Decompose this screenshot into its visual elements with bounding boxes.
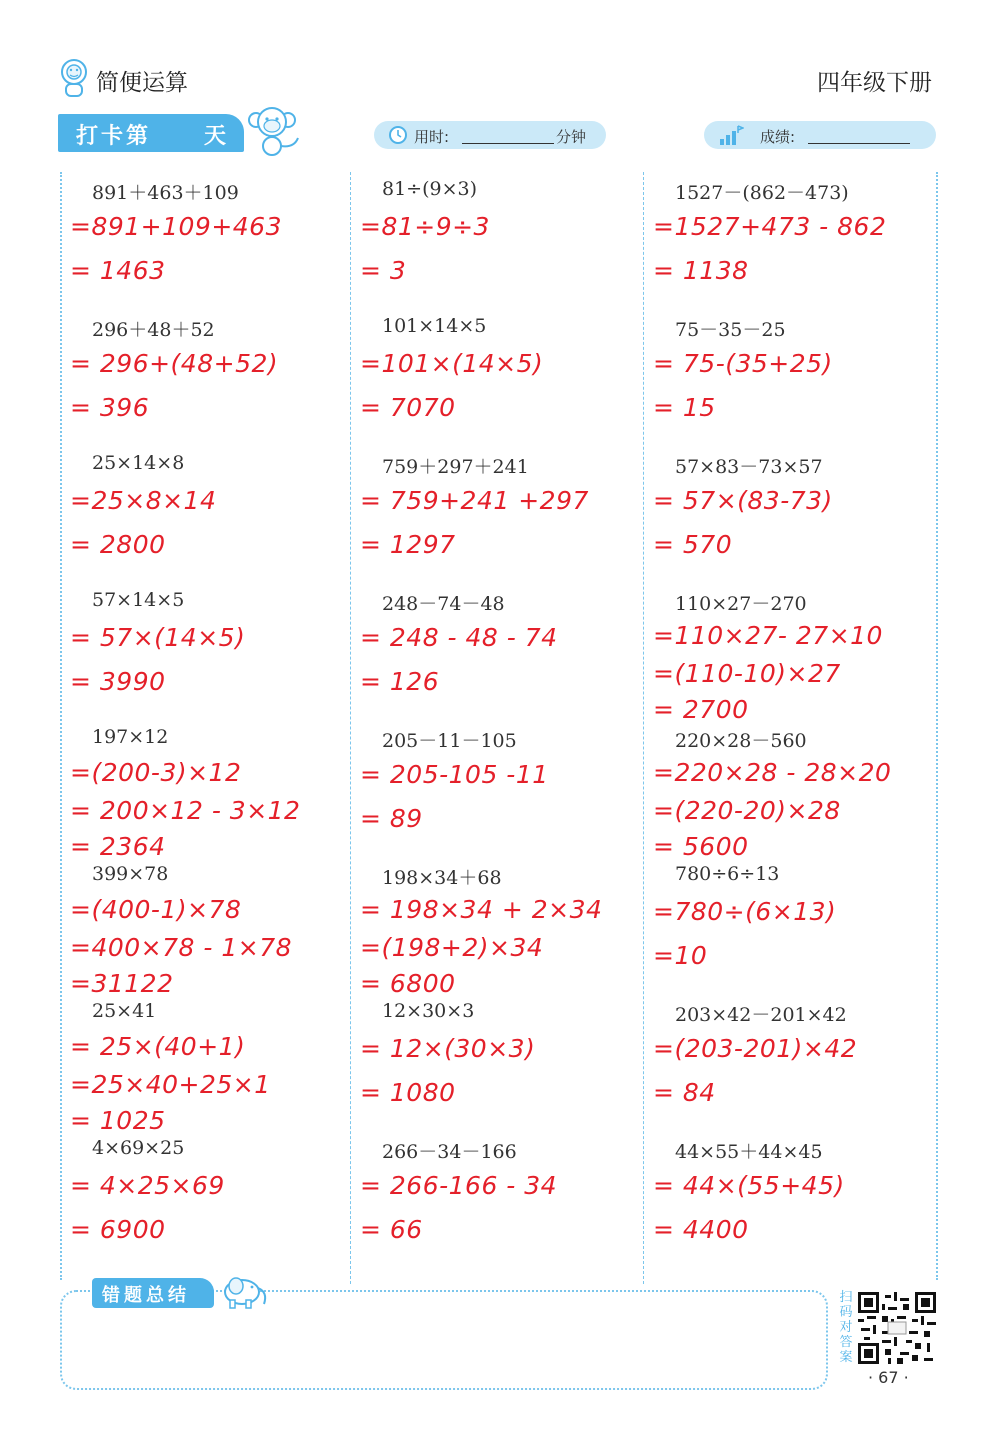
problem-item [60,178,320,308]
problem-item [60,452,320,582]
problem-item [643,452,903,582]
handwritten-step: = 44×(55+45) [653,1171,845,1200]
handwritten-step: = 12×(30×3) [360,1034,536,1063]
problem-item [60,315,320,445]
problem-expression: 203×42－201×42 [675,1004,847,1026]
handwritten-answer: = 3990 [70,667,166,696]
elephant-icon [214,1270,270,1310]
time-unit: 分钟 [556,128,587,146]
handwritten-answer: = 126 [360,667,440,696]
handwritten-answer: = 66 [360,1215,423,1244]
handwritten-step: =(203-201)×42 [653,1034,858,1063]
handwritten-step: =(200-3)×12 [70,758,242,787]
problem-item [643,315,903,445]
handwritten-answer: = 1463 [70,256,166,285]
handwritten-answer: = 89 [360,804,423,833]
handwritten-step: =1527+473 - 862 [653,212,887,241]
handwritten-step: =220×28 - 28×20 [653,758,892,787]
problem-item [60,1137,320,1267]
problem-expression: 75－35－25 [675,319,786,341]
handwritten-answer: = 3 [360,256,407,285]
problem-expression: 110×27－270 [675,593,807,615]
problem-expression: 296＋48＋52 [92,319,215,341]
handwritten-answer: = 570 [653,530,733,559]
handwritten-answer: = 84 [653,1078,716,1107]
problem-item [350,863,610,998]
handwritten-step: =780÷(6×13) [653,897,837,926]
handwritten-step: =101×(14×5) [360,349,544,378]
handwritten-answer: = 6800 [360,969,456,998]
handwritten-answer: = 4400 [653,1215,749,1244]
problem-item [350,1000,610,1130]
problem-item [350,315,610,445]
handwritten-step: = 205-105 -11 [360,760,549,789]
problem-item [643,726,903,861]
handwritten-answer: = 2700 [653,695,749,724]
problem-expression: 220×28－560 [675,730,807,752]
handwritten-step: =(400-1)×78 [70,895,242,924]
page-title: 简便运算 [96,70,188,96]
problem-expression: 12×30×3 [382,1000,475,1022]
handwritten-step: = 296+(48+52) [70,349,279,378]
problem-expression: 248－74－48 [382,593,505,615]
score-blank[interactable] [808,143,910,144]
problem-expression: 197×12 [92,726,169,748]
handwritten-step: =110×27- 27×10 [653,621,883,650]
problem-item [60,589,320,719]
problem-expression: 81÷(9×3) [382,178,478,200]
handwritten-step: =(110-10)×27 [653,659,841,688]
qr-code-icon[interactable] [858,1292,936,1364]
handwritten-step: = 200×12 - 3×12 [70,796,301,825]
time-blank[interactable] [462,143,554,144]
handwritten-step: = 248 - 48 - 74 [360,623,558,652]
time-label: 用时: [414,128,450,146]
problem-expression: 891＋463＋109 [92,182,239,204]
handwritten-step: = 759+241 +297 [360,486,589,515]
handwritten-answer: = 2364 [70,832,166,861]
problem-item [350,452,610,582]
problem-item [350,178,610,308]
time-field[interactable] [374,121,606,149]
problem-item [643,1137,903,1267]
problem-expression: 1527－(862－473) [675,182,849,204]
problem-item [60,1000,320,1135]
problem-expression: 25×14×8 [92,452,185,474]
handwritten-answer: = 1138 [653,256,749,285]
handwritten-step: =891+109+463 [70,212,282,241]
checkin-day-banner [58,114,244,152]
handwritten-answer: = 1080 [360,1078,456,1107]
problem-item [643,863,903,993]
handwritten-step: =(198+2)×34 [360,933,544,962]
page-number: · 67 · [868,1368,909,1387]
chart-icon [718,123,744,151]
handwritten-step: = 57×(14×5) [70,623,246,652]
scan-for-answers-label: 扫码对答案 [839,1290,853,1365]
checkin-suffix: 天 [204,124,230,149]
handwritten-answer: = 396 [70,393,150,422]
problem-expression: 101×14×5 [382,315,487,337]
problem-item [643,1000,903,1130]
problem-expression: 780÷6÷13 [675,863,780,885]
problem-item [350,726,610,856]
handwritten-answer: = 6900 [70,1215,166,1244]
handwritten-step: = 25×(40+1) [70,1032,246,1061]
problem-expression: 25×41 [92,1000,157,1022]
mistake-summary-tag [92,1278,214,1308]
handwritten-answer: =31122 [70,969,174,998]
handwritten-answer: =10 [653,941,708,970]
handwritten-step: = 4×25×69 [70,1171,225,1200]
problem-expression: 266－34－166 [382,1141,517,1163]
problem-expression: 57×83－73×57 [675,456,823,478]
problem-expression: 44×55＋44×45 [675,1141,823,1163]
handwritten-answer: = 1297 [360,530,456,559]
problem-expression: 57×14×5 [92,589,185,611]
problem-item [350,589,610,719]
handwritten-step: =400×78 - 1×78 [70,933,293,962]
problem-expression: 399×78 [92,863,169,885]
handwritten-step: =25×40+25×1 [70,1070,271,1099]
handwritten-step: = 75-(35+25) [653,349,833,378]
handwritten-step: = 266-166 - 34 [360,1171,558,1200]
handwritten-answer: = 2800 [70,530,166,559]
handwritten-answer: = 15 [653,393,716,422]
handwritten-answer: = 7070 [360,393,456,422]
handwritten-step: = 57×(83-73) [653,486,833,515]
grade-label: 四年级下册 [817,70,932,96]
problem-expression: 205－11－105 [382,730,517,752]
handwritten-step: = 198×34 + 2×34 [360,895,603,924]
handwritten-answer: = 5600 [653,832,749,861]
handwritten-answer: = 1025 [70,1106,166,1135]
mistake-summary-label: 错题总结 [102,1285,190,1306]
problem-expression: 198×34＋68 [382,867,502,889]
problem-item [350,1137,610,1267]
problem-item [60,863,320,998]
score-label: 成绩: [760,128,796,146]
handwritten-step: =25×8×14 [70,486,217,515]
score-field[interactable] [704,121,936,149]
lion-logo-icon [58,58,90,98]
right-border [936,172,938,1280]
monkey-icon [246,104,306,158]
clock-icon [388,125,408,149]
problem-expression: 759＋297＋241 [382,456,529,478]
problem-item [643,178,903,308]
handwritten-step: =(220-20)×28 [653,796,841,825]
problem-expression: 4×69×25 [92,1137,185,1159]
problem-item [643,589,903,724]
problem-item [60,726,320,861]
handwritten-step: =81÷9÷3 [360,212,490,241]
checkin-prefix: 打卡第 [76,124,152,149]
